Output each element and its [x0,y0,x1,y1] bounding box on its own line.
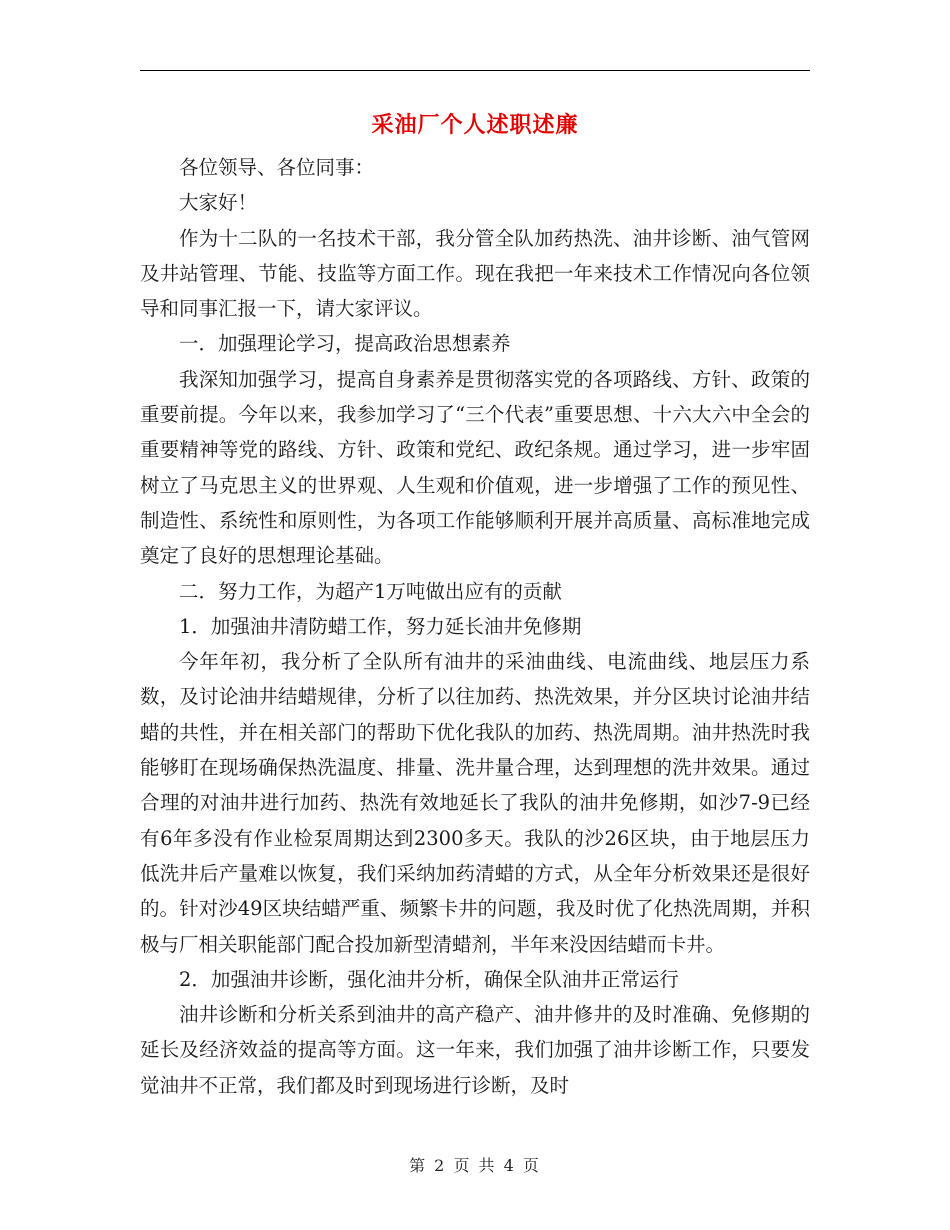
subsection-heading-1: 1．加强油井清防蜡工作，努力延长油井免修期 [179,614,582,638]
paragraph-intro: 作为十二队的一名技术干部，我分管全队加药热洗、油井诊断、油气管网及井站管理、节能、技监等方面工作。现在我把一年来技术工作情况向各位领导和同事汇报一下，请大家评议。 [140,226,810,321]
page-number: 第 2 页 共 4 页 [409,1156,541,1175]
paragraph-wax-control: 今年年初，我分析了全队所有油井的采油曲线、电流曲线、地层压力系数，及讨论油井结蜡规律，分析了以往加药、热洗效果，并分区块讨论油井结蜡的共性，并在相关部门的帮助下优化我队的加药、热洗周期。油井热洗时我能够盯在现场确保热洗温度、排量、洗井量合理，达到理想的洗井效果。通过合理的对油井进行加药、热洗有效地延长了我队的油井免修期，如沙7-9已经有6年多没有作业检泵周期达到2300多天。我队的沙26区块，由于地层压力低洗井后产量难以恢复，我们采纳加药清蜡的方式，从全年分析效果还是很好的。针对沙49区块结蜡严重、频繁卡井的问题，我及时优了化热洗周期，并积极与厂相关职能部门配合投加新型清蜡剂，半年来没因结蜡而卡井。 [140,650,810,956]
section-heading-2: 二．努力工作，为超产1万吨做出应有的贡献 [179,579,562,603]
document-title: 采油厂个人述职述廉 [371,112,579,138]
section-heading-1: 一．加强理论学习，提高政治思想素养 [179,332,511,356]
paragraph-theory-study: 我深知加强学习，提高自身素养是贯彻落实党的各项路线、方针、政策的重要前提。今年以来，我参加学习了“三个代表”重要思想、十六大六中全会的重要精神等党的路线、方针、政策和党纪、政纪条规。通过学习，进一步牢固树立了马克思主义的世界观、人生观和价值观，进一步增强了工作的预见性、制造性、系统性和原则性，为各项工作能够顺利开展并高质量、高标准地完成奠定了良好的思想理论基础。 [140,367,810,568]
paragraph-well-diagnosis: 油井诊断和分析关系到油井的高产稳产、油井修井的及时准确、免修期的延长及经济效益的提高等方面。这一年来，我们加强了油井诊断工作，只要发觉油井不正常，我们都及时到现场进行诊断，及时 [140,1003,810,1097]
paragraph-greeting: 大家好！ [179,191,258,215]
paragraph-salutation: 各位领导、各位同事： [179,156,375,179]
header-rule [140,70,810,71]
subsection-heading-2: 2．加强油井诊断，强化油井分析，确保全队油井正常运行 [179,967,679,991]
document-body [140,150,810,1103]
